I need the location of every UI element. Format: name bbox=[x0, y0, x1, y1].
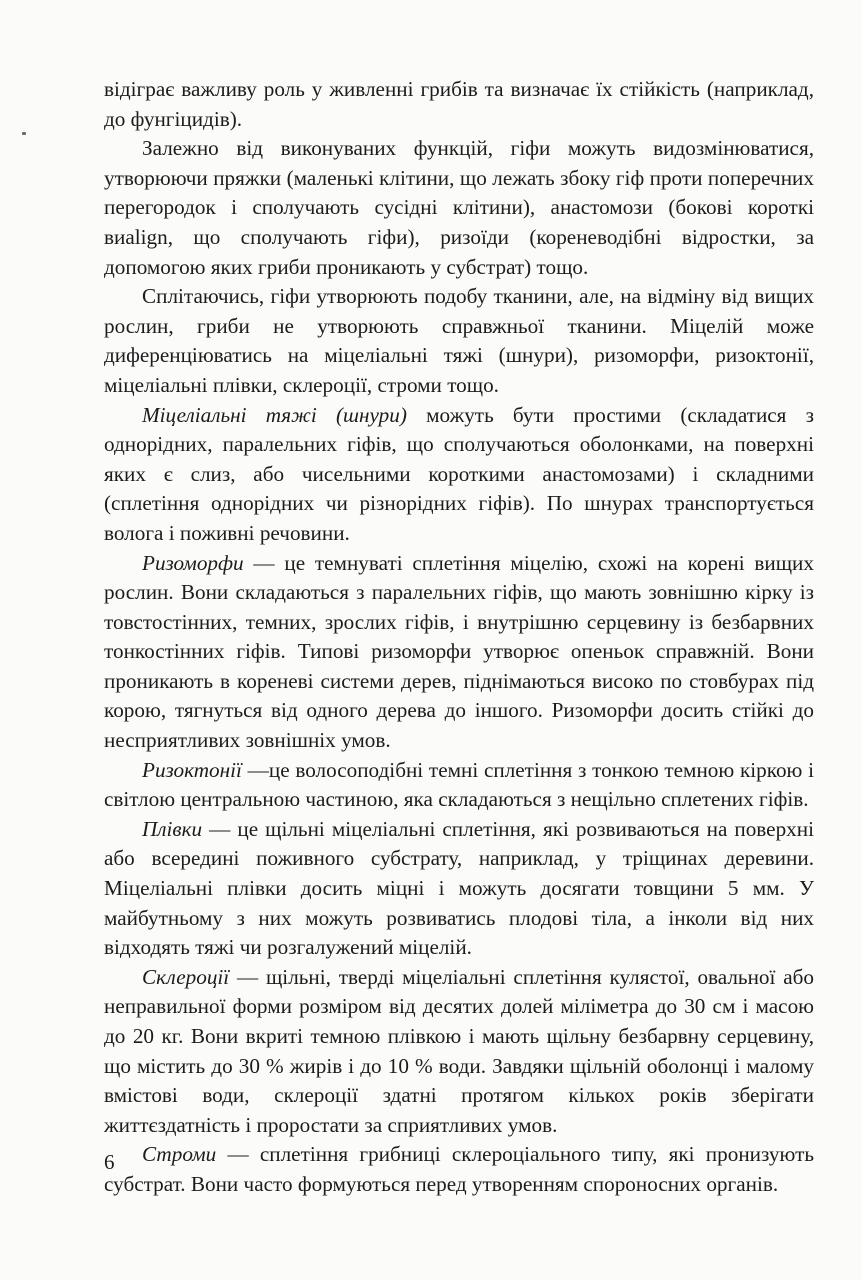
paragraph-text: можуть бути простими (складатися з однорідних, паралельних гіфів, що сполучаються оболонками, на поверхні яких є слиз, або чисельними короткими анастомозами) і складними (сплетіння однорідних чи різнорідних гіфів). По шнурах транспортується волога і поживні речовини. bbox=[104, 402, 815, 545]
paragraph-text: Сплітаючись, гіфи утворюють подобу тканини, але, на відміну від вищих рослин, гриби не утворюють справжньої тканини. Міцелій може диференціюватись на міцеліальні тяжі (шнури), ризоморфи, ризоктонії, міцеліальні плівки, склероції, строми тощо. bbox=[104, 284, 814, 397]
paragraph-text: —це волосоподібні темні сплетіння з тонкою темною кіркою і світлою центральною частиною, яка складаються з нещільно сплетених гіфів. bbox=[104, 757, 814, 812]
paragraph-text: — сплетіння грибниці склероціального типу, які пронизують субстрат. Вони часто формуються перед утворенням спороносних органів. bbox=[104, 1142, 814, 1196]
paragraph-term: Ризоморфи bbox=[142, 550, 244, 575]
paragraph-text: — це темнуваті сплетіння міцелію, схожі на корені вищих рослин. Вони складаються з паралельних гіфів, що мають зовнішню кірку із товстостінних, темних, зрослих гіфів, і внутрішню серцевину із безбарвних тонкостінних гіфів. Типові ризоморфи утворює опеньок справжній. Вони проникають в кореневі системи дерев, піднімаються високо по стовбурах під корою, тягнуться від одного дерева до іншого. Ризоморфи досить стійкі до несприятливих зовнішніх умов. bbox=[104, 550, 814, 753]
paragraph-term: Склероції bbox=[142, 964, 230, 989]
paragraph-mycelium-structures bbox=[104, 282, 814, 400]
paragraph-term: Ризоктонії bbox=[142, 757, 242, 782]
paragraph-text: Залежно від виконуваних функцій, гіфи можуть видозмінюватися, утворюючи пряжки (маленькі клітини, що лежать збоку гіф проти поперечних перегородок і сполучають сусідні клітини), анастомози (бокові короткі виalign, що сполучають гіфи), ризоїди (кореневодібні відростки, за допомогою яких гриби проникають у субстрат) тощо. bbox=[104, 136, 814, 279]
paragraph-hyphae-modifications bbox=[104, 134, 814, 282]
body-text bbox=[104, 75, 814, 1200]
paragraph-sclerotia bbox=[104, 963, 814, 1141]
paragraph-text: — щільні, тверді міцеліальні сплетіння кулястої, овальної або неправильної форми розміром від десятих долей міліметра до 30 см і масою до 20 кг. Вони вкриті темною плівкою і мають щільну безбарвну серцевину, що містить до 30 % жирів і до 10 % води. Завдяки щільній оболонці і малому вмістові води, склероції здатні протягом кількох років зберігати життєздатність і проростати за сприятливих умов. bbox=[104, 964, 814, 1137]
paragraph-mycelial-cords bbox=[104, 401, 814, 549]
paragraph-term: Плівки bbox=[142, 816, 203, 841]
paragraph-rhizomorphs bbox=[104, 549, 814, 756]
paragraph-term: Міцеліальні тяжі (шнури) bbox=[142, 402, 407, 427]
page-number: 6 bbox=[104, 1150, 115, 1174]
paragraph-term: Строми bbox=[142, 1142, 217, 1167]
paragraph-text: — це щільні міцеліальні сплетіння, які розвиваються на поверхні або всередині поживного субстрату, наприклад, у тріщинах деревини. Міцеліальні плівки досить міцні і можуть досягати товщини 5 мм. У майбутньому з них можуть розвиватись плодові тіла, а інколи від них відходять тяжі чи розгалужений міцелій. bbox=[104, 816, 814, 960]
paragraph-text: відіграє важливу роль у живленні грибів та визначає їх стійкість (наприклад, до фунгіцидів). bbox=[104, 77, 814, 131]
paragraph-rhizoctonia bbox=[104, 756, 814, 815]
paragraph-continuation bbox=[104, 75, 814, 134]
scan-speck bbox=[22, 132, 26, 135]
paragraph-stromata bbox=[104, 1140, 814, 1199]
paragraph-films bbox=[104, 815, 814, 963]
